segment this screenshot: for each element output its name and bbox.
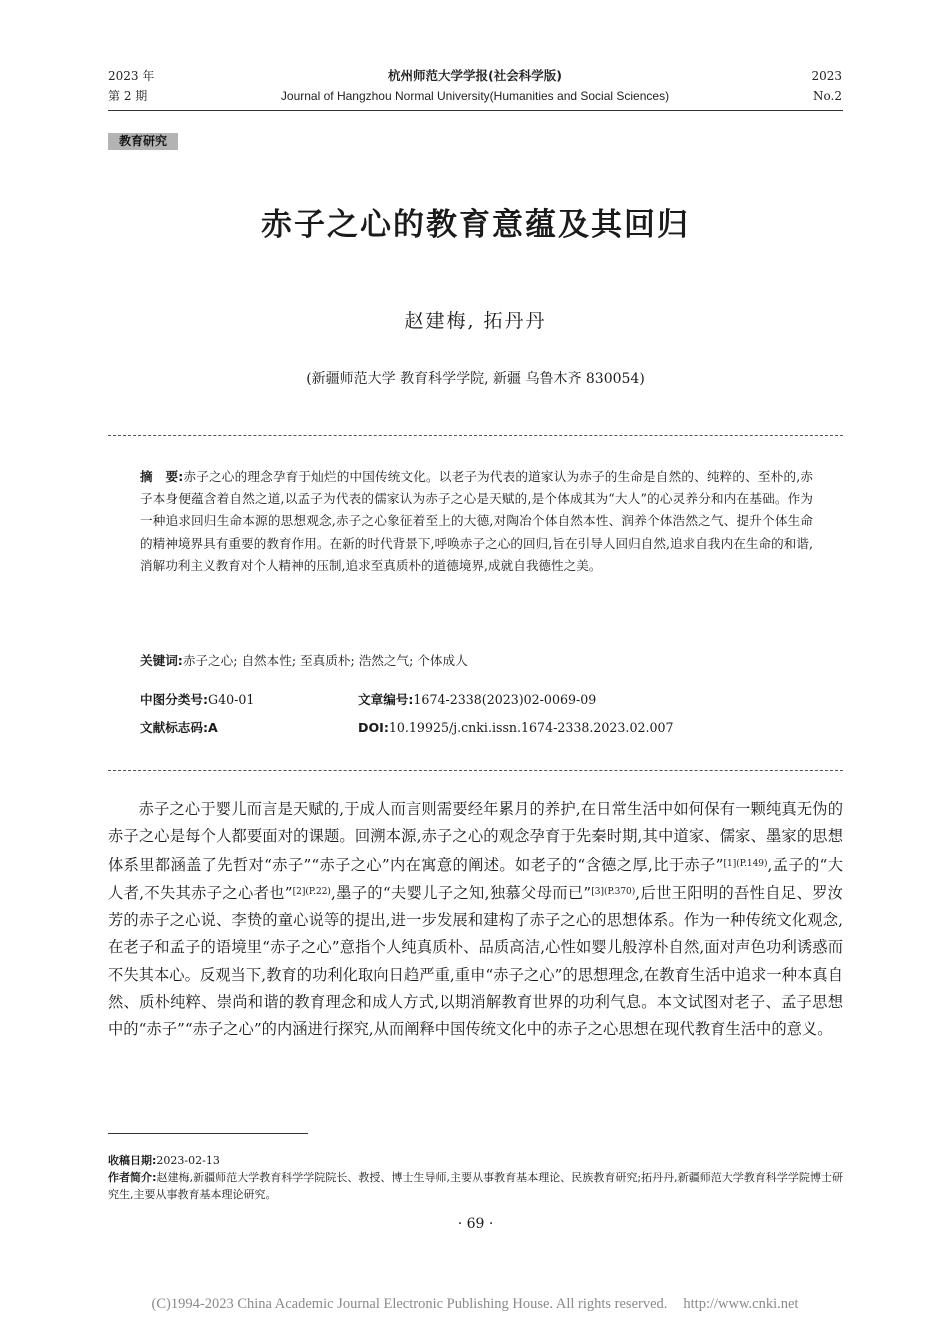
abstract-label: 摘 要:	[140, 469, 184, 484]
author-bio	[108, 1169, 843, 1203]
abstract-text: 赤子之心的理念孕育于灿烂的中国传统文化。以老子为代表的道家认为赤子的生命是自然的、纯粹的、至朴的,赤子本身便蕴含着自然之道,以孟子为代表的儒家认为赤子之心是天赋的,是个体成其为“大人”的心灵养分和内在基础。作为一种追求回归生命本源的思想观念,赤子之心象征着至上的大德,对陶冶个体自然本性、润养个体浩然之气、提升个体生命的精神境界具有重要的教育作用。在新的时代背景下,呼唤赤子之心的回归,旨在引导人回归自然,追求自我内在生命的和谐,消解功利主义教育对个人精神的压制,追求至真质朴的道德境界,成就自我德性之美。	[140, 469, 813, 573]
article-number-value: 1674-2338(2023)02-0069-09	[413, 692, 597, 707]
body-text	[108, 796, 843, 1044]
article-number-label: 文章编号:	[358, 692, 414, 707]
journal-title-cn: 杭州师范大学学报(社会科学版)	[388, 68, 562, 83]
clc-value: G40-01	[208, 692, 255, 707]
body-sentence: ,墨子的“夫婴儿子之知,独慕父母而已”	[330, 883, 592, 902]
document-code-value: A	[208, 720, 218, 735]
header-year: 2023	[811, 69, 842, 83]
keywords	[140, 651, 468, 671]
document-code	[140, 718, 218, 738]
received-value: 2023-02-13	[156, 1154, 220, 1167]
watermark-url: http://www.cnki.net	[683, 1296, 799, 1312]
keywords-text: 赤子之心; 自然本性; 至真质朴; 浩然之气; 个体成人	[182, 653, 468, 668]
header-journal	[250, 66, 700, 106]
affiliation: (新疆师范大学 教育科学学院, 新疆 乌鲁木齐 830054)	[306, 371, 645, 387]
footnote-divider	[108, 1133, 308, 1134]
keywords-label: 关键词:	[140, 653, 183, 668]
body-sentence: 赤子之心于婴儿而言是天赋的,于成人而言则需要经年累月的养护,在日常生活中如何保有一颗纯真无伪的赤子之心是每个人都要面对的课题。回溯本源,赤子之心的观念孕育于先秦时期,其中道家、儒家、墨家的思想体系里都涵盖了先哲对“赤子”“赤子之心”内在寓意的阐述。如老子的“含德之厚,比于赤子”	[108, 800, 843, 874]
clc-label: 中图分类号:	[140, 692, 209, 707]
abstract-block	[140, 466, 813, 577]
citation-3: [3](P.370)	[591, 886, 636, 897]
body-sentence: ,后世王阳明的吾性自足、罗汝芳的赤子之心说、李贽的童心说等的提出,进一步发展和建构了赤子之心的思想体系。作为一种传统文化观念,在老子和孟子的语境里“赤子之心”意指个人纯真质朴、品质高洁,心性如婴儿般淳朴自然,面对声色功利诱惑而不失其本心。反观当下,教育的功利化取向日趋严重,重申“赤子之心”的思想理念,在教育生活中追求一种本真自然、质朴纯粹、崇尚和谐的教育理念和成人方式,以期消解教育世界的功利气息。本文试图对老子、孟子思想中的“赤子”“赤子之心”的内涵进行探究,从而阐释中国传统文化中的赤子之心思想在现代教育生活中的意义。	[108, 883, 843, 1039]
watermark-copyright: (C)1994-2023 China Academic Journal Electronic Publishing House. All rights reserved.	[151, 1296, 668, 1312]
document-code-label: 文献标志码:	[140, 720, 209, 735]
section-tag: 教育研究	[108, 133, 178, 150]
abstract-top-divider	[108, 435, 843, 436]
footnotes	[108, 1152, 843, 1203]
header-year-cn: 2023 年	[108, 69, 155, 83]
header-right	[811, 66, 842, 106]
doi-label: DOI:	[358, 720, 389, 735]
doi-value: 10.19925/j.cnki.issn.1674-2338.2023.02.007	[388, 720, 674, 735]
abstract-bottom-divider	[108, 770, 843, 771]
article-number	[358, 690, 596, 710]
received-date	[108, 1152, 843, 1169]
body-paragraph	[108, 796, 843, 1044]
cnki-watermark	[0, 1296, 950, 1313]
received-label: 收稿日期:	[108, 1154, 157, 1167]
citation-2: [2](P.22)	[292, 886, 331, 897]
doi	[358, 718, 674, 738]
header-issue: No.2	[813, 89, 842, 103]
citation-1: [1](P.149)	[723, 858, 768, 869]
journal-title-en: Journal of Hangzhou Normal University(Humanities and Social Sciences)	[280, 89, 670, 103]
clc-number	[140, 690, 254, 710]
page-number: · 69 ·	[457, 1216, 494, 1232]
authors: 赵建梅, 拓丹丹	[404, 310, 547, 332]
article-title: 赤子之心的教育意蕴及其回归	[261, 207, 690, 243]
header-left	[108, 66, 154, 106]
header-divider	[108, 110, 843, 111]
author-bio-label: 作者简介:	[108, 1171, 157, 1184]
header-issue-cn: 第 2 期	[108, 89, 148, 103]
author-bio-text: 赵建梅,新疆师范大学教育科学学院院长、教授、博士生导师,主要从事教育基本理论、民族教育研究;拓丹丹,新疆师范大学教育科学学院博士研究生,主要从事教育基本理论研究。	[108, 1171, 843, 1201]
body-sentence: ,孟子的“大人者,不失其赤子之心者也”	[108, 855, 843, 902]
